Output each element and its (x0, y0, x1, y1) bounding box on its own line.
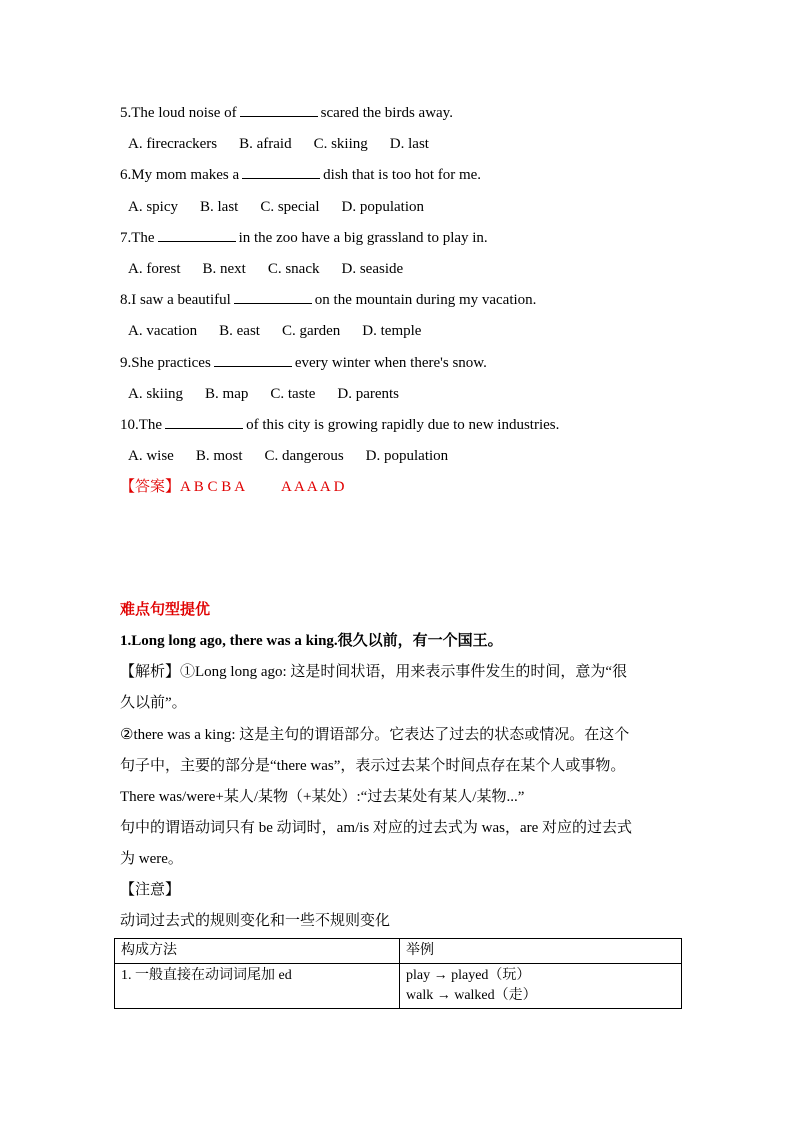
option: A. firecrackers (128, 136, 218, 152)
question-7 (120, 228, 488, 248)
option: D. population (365, 448, 449, 464)
table-header-cell: 举例 (400, 939, 682, 964)
question-text: 7.The (120, 230, 155, 246)
question-text: scared the birds away. (320, 105, 453, 121)
option: C. garden (281, 323, 341, 339)
option: C. dangerous (264, 448, 344, 464)
option: A. vacation (128, 323, 198, 339)
question-text: 6.My mom makes a (120, 167, 240, 183)
answer-key (120, 477, 344, 497)
options-5 (128, 134, 451, 154)
verb-table (114, 938, 682, 1009)
answer-blank (165, 416, 243, 429)
table-row (115, 964, 682, 1009)
analysis-text: 句中的谓语动词只有 be 动词时，am/is 对应的过去式为 was，are 对应的过去式 (120, 820, 633, 836)
table-cell-examples (400, 964, 682, 1009)
option: D. seaside (341, 261, 404, 277)
analysis-text: ①Long long ago: 这是时间状语，用来表示事件发生的时间，意为“很 (180, 664, 628, 680)
question-10 (120, 415, 559, 435)
option: D. parents (337, 386, 400, 402)
option: B. east (219, 323, 260, 339)
analysis-line (120, 662, 627, 682)
option: B. most (195, 448, 243, 464)
question-text: of this city is growing rapidly due to new industries. (246, 417, 560, 433)
option: B. map (205, 386, 249, 402)
table-header-row (115, 939, 682, 964)
table-cell-method: 1. 一般直接在动词词尾加 ed (115, 964, 400, 1009)
example-line: play → played（玩） (406, 968, 531, 983)
analysis-text: 句子中，主要的部分是“there was”，表示过去某个时间点存在某个人或事物。 (120, 758, 626, 774)
question-text: 5.The loud noise of (120, 105, 237, 121)
question-text: every winter when there's snow. (294, 355, 487, 371)
answer-label: 【答案】 (120, 479, 181, 495)
answer-blank (242, 166, 320, 179)
question-text: 9.She practices (120, 355, 211, 371)
answer-blank (158, 229, 236, 242)
answer-blank (240, 104, 318, 117)
question-text: in the zoo have a big grassland to play in. (238, 230, 488, 246)
question-8 (120, 290, 536, 310)
question-6 (120, 165, 481, 185)
answer-blank (234, 291, 312, 304)
question-text: dish that is too hot for me. (323, 167, 482, 183)
option: C. skiing (313, 136, 368, 152)
option: A. skiing (128, 386, 184, 402)
option: B. next (202, 261, 246, 277)
example-line: walk → walked（走） (406, 988, 537, 1003)
question-text: on the mountain during my vacation. (314, 292, 537, 308)
option: A. wise (128, 448, 174, 464)
answer-blank (214, 354, 292, 367)
option: A. forest (128, 261, 181, 277)
question-text: 8.I saw a beautiful (120, 292, 231, 308)
question-text: 10.The (120, 417, 163, 433)
option: C. special (260, 199, 320, 215)
options-10 (128, 446, 470, 466)
option: D. temple (362, 323, 422, 339)
option: C. snack (267, 261, 320, 277)
options-8 (128, 321, 443, 341)
answer-part-2: A A A A D (281, 479, 345, 495)
table-caption: 动词过去式的规则变化和一些不规则变化 (120, 913, 391, 929)
option: D. last (389, 136, 429, 152)
option: A. spicy (128, 199, 178, 215)
analysis-text: There was/were+某人/某物（+某处）:“过去某处有某人/某物...” (120, 789, 525, 805)
option: D. population (341, 199, 424, 215)
question-5 (120, 103, 453, 123)
analysis-label: 【解析】 (120, 664, 181, 680)
analysis-text: 久以前”。 (120, 695, 187, 711)
table-header-cell: 构成方法 (115, 939, 400, 964)
sentence-heading: 1.Long long ago, there was a king.很久以前，有一个国王。 (120, 633, 503, 649)
section-title: 难点句型提优 (120, 602, 211, 618)
answer-part-1: A B C B A (180, 479, 246, 495)
question-9 (120, 353, 487, 373)
analysis-text: ②there was a king: 这是主句的谓语部分。它表达了过去的状态或情况。在这个 (120, 727, 630, 743)
note-label: 【注意】 (120, 882, 181, 898)
options-7 (128, 259, 425, 279)
option: C. taste (270, 386, 316, 402)
analysis-text: 为 were。 (120, 851, 183, 867)
options-6 (128, 197, 446, 217)
options-9 (128, 384, 421, 404)
option: B. afraid (239, 136, 292, 152)
option: B. last (200, 199, 239, 215)
